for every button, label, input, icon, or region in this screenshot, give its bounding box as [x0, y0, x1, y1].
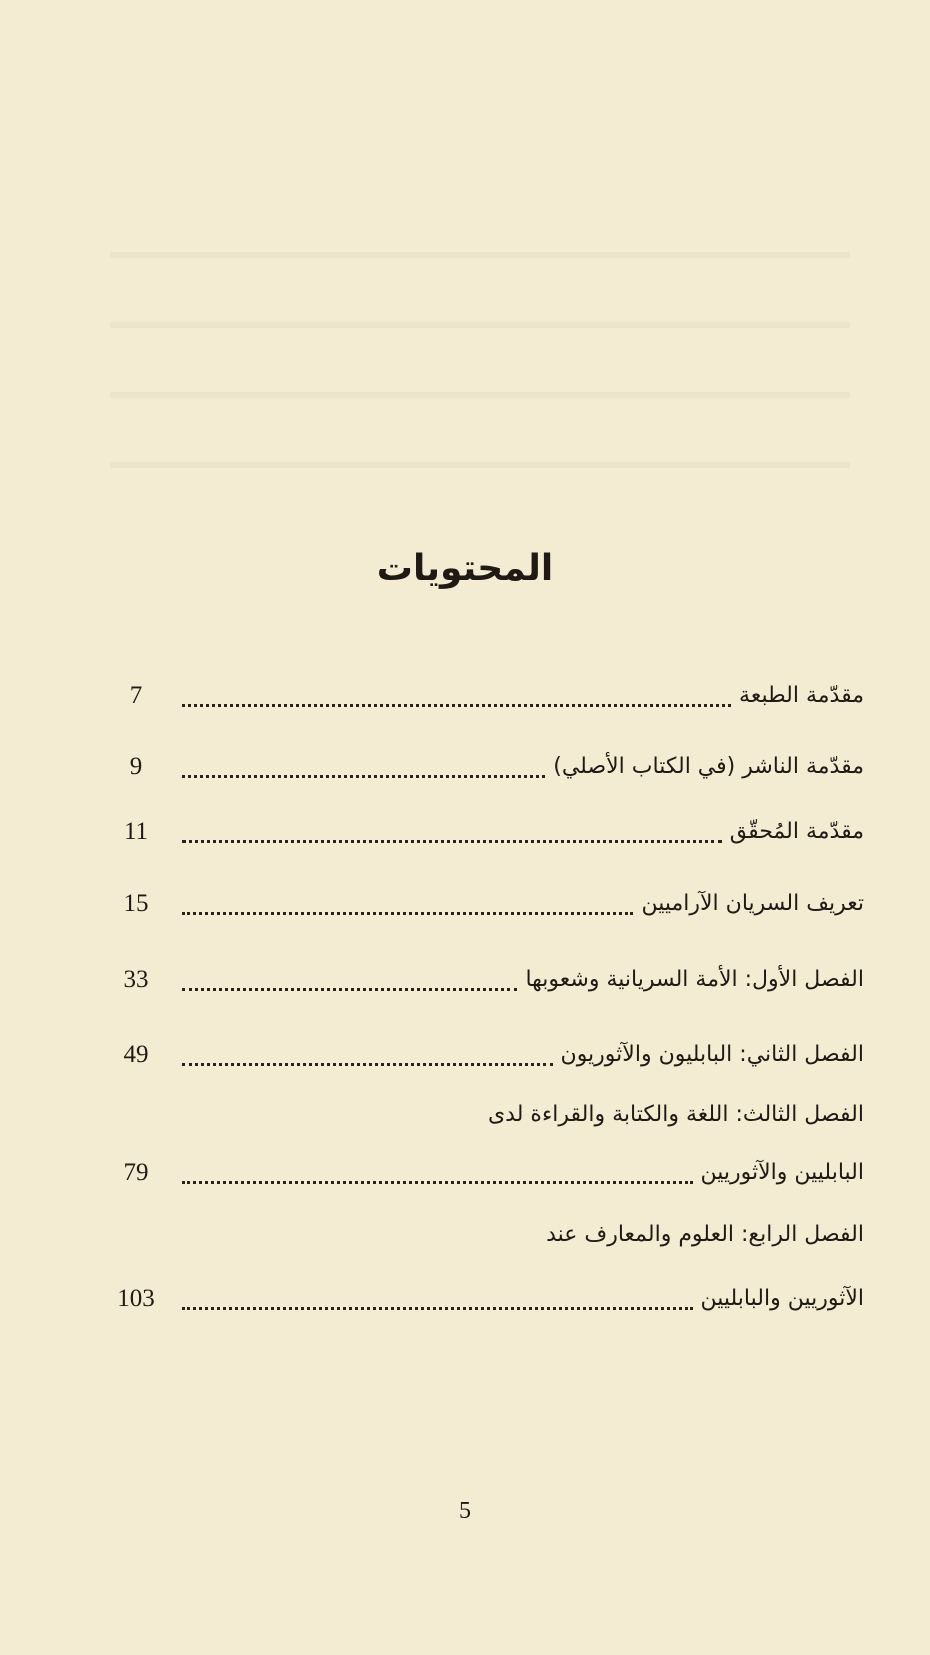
toc-entry[interactable] — [0, 812, 930, 852]
toc-entry-title: تعريف السريان الآراميين — [641, 891, 864, 916]
toc-entry[interactable] — [0, 960, 930, 1000]
toc-page-number: 103 — [117, 1285, 155, 1312]
toc-page-number: 15 — [123, 890, 149, 917]
toc-page-number: 79 — [123, 1159, 149, 1186]
dot-leader — [182, 912, 633, 915]
toc-entry-title-first-line: الفصل الرابع: العلوم والمعارف عند — [546, 1222, 864, 1247]
toc-entry-title: مقدّمة الناشر (في الكتاب الأصلي) — [553, 754, 864, 779]
toc-entry-title: الآثوريين والبابليين — [700, 1286, 864, 1311]
toc-entry-title-line — [182, 1035, 864, 1075]
dot-leader — [182, 988, 517, 991]
dot-leader — [182, 1307, 693, 1310]
toc-entry-title-first-line: الفصل الثالث: اللغة والكتابة والقراءة لدى — [487, 1102, 864, 1127]
toc-entry-title-line — [182, 812, 864, 852]
toc-entry-title: الفصل الثاني: البابليون والآثوريون — [560, 1042, 864, 1067]
page-number: 5 — [459, 1498, 471, 1524]
toc-entry-title-line — [182, 960, 864, 1000]
page-title: المحتويات — [376, 548, 554, 589]
toc-entry[interactable] — [0, 747, 930, 787]
toc-entry[interactable] — [0, 676, 930, 716]
toc-page-number: 11 — [123, 818, 149, 845]
toc-entry-title-line — [182, 1279, 864, 1319]
toc-entry-title-line — [182, 1153, 864, 1193]
toc-page-number: 33 — [123, 966, 149, 993]
toc-entry-title: مقدّمة الطبعة — [739, 683, 864, 708]
toc-page-number: 7 — [129, 682, 143, 709]
toc-entry[interactable] — [0, 1153, 930, 1193]
toc-entry-title: الفصل الأول: الأمة السريانية وشعوبها — [525, 967, 864, 992]
toc-entry[interactable] — [0, 1035, 930, 1075]
toc-page-number: 49 — [123, 1041, 149, 1068]
toc-entry-title-line — [182, 884, 864, 924]
dot-leader — [182, 840, 722, 843]
toc-entry[interactable] — [0, 884, 930, 924]
dot-leader — [182, 1181, 693, 1184]
toc-entry-title: البابليين والآثوريين — [700, 1160, 864, 1185]
toc-entry-title-line — [182, 747, 864, 787]
toc-entry[interactable] — [0, 1279, 930, 1319]
dot-leader — [182, 704, 731, 707]
dot-leader — [182, 1063, 553, 1066]
dot-leader — [182, 775, 545, 778]
toc-entry-title: مقدّمة المُحقّق — [729, 819, 864, 844]
toc-entry-title-line — [182, 676, 864, 716]
toc-page-number: 9 — [129, 753, 143, 780]
